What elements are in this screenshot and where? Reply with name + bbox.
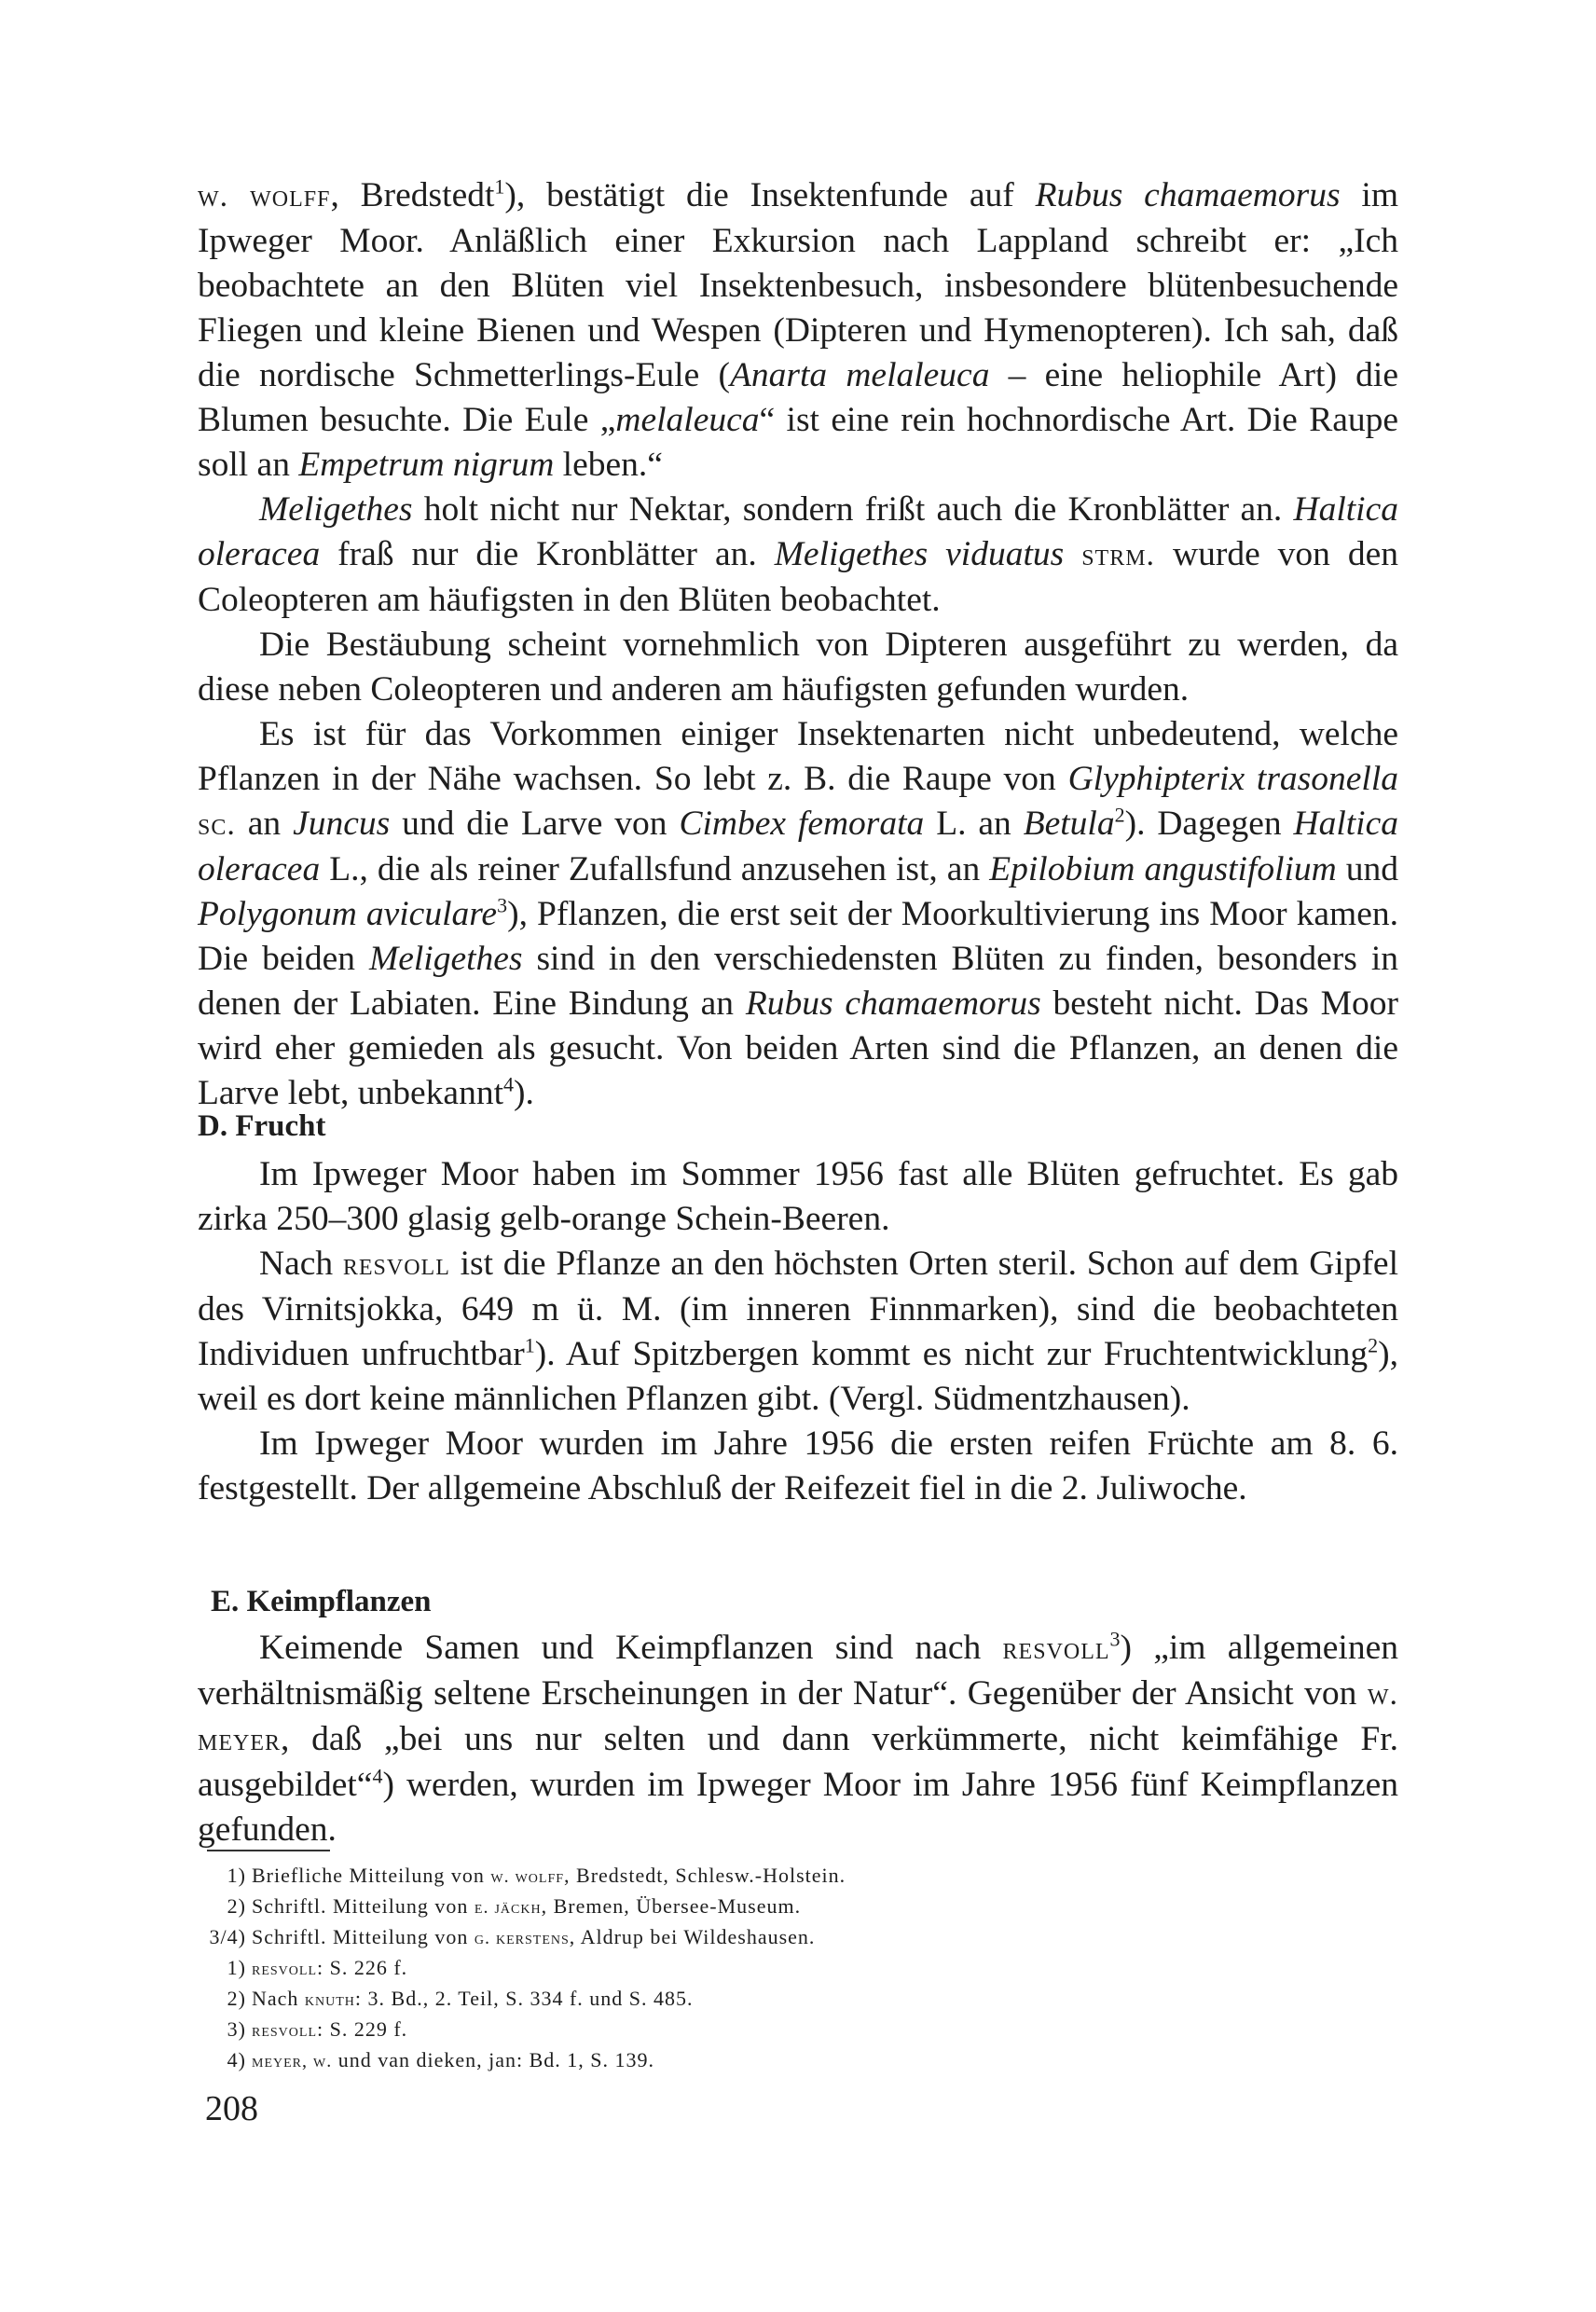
paragraph: Im Ipweger Moor haben im Sommer 1956 fast alle Blüten gefruchtet. Es gab zirka 250–300 glasig gelb-orange Schein-Beeren.	[198, 1155, 1398, 1238]
paragraph: Es ist für das Vorkommen einiger Insektenarten nicht unbedeutend, welche Pflanzen in der Nähe wachsen. So lebt z. B. die Raupe von Glyphipterix trasonella sc. an Juncus und die Larve von Cimbex femorata L. an Betula$^2$). Dagegen Haltica oleracea L., die als reiner Zufallsfund anzusehen ist, an Epilobium angustifolium und Polygonum aviculare$^3$), Pflanzen, die erst seit der Moorkultivierung ins Moor kamen. Die beiden Meligethes sind in den verschiedensten Blüten zu finden, besonders in denen der Labiaten. Eine Bindung an Rubus chamaemorus besteht nicht. Das Moor wird eher gemieden als gesucht. Von beiden Arten sind die Pflanzen, an denen die Larve lebt, unbekannt$^4$).	[198, 715, 1399, 1112]
paragraph: Im Ipweger Moor wurden im Jahre 1956 die ersten reifen Früchte am 8. 6. festgestellt. Der allgemeine Abschluß der Reifezeit fiel in die 2. Juliwoche.	[198, 1424, 1398, 1507]
footnote: 3) resvoll: S. 229 f.	[227, 2017, 408, 2041]
page-number: 208	[205, 2089, 258, 2128]
footnote: 2) Schriftl. Mitteilung von e. jäckh, Bremen, Übersee-Museum.	[227, 1894, 802, 1918]
section-frucht-text	[198, 1152, 1398, 1511]
footnote-rule	[207, 1850, 330, 1851]
paragraph: Nach resvoll ist die Pflanze an den höchsten Orten steril. Schon auf dem Gipfel des Virnitsjokka, 649 m ü. M. (im inneren Finnmarken), sind die beobachteten Individuen unfruchtbar$^1$). Auf Spitzbergen kommt es nicht zur Fruchtentwicklung$^2$), weil es dort keine männlichen Pflanzen gibt. (Vergl. Südmentzhausen).	[198, 1245, 1398, 1418]
intro-text	[198, 173, 1398, 1116]
footnote: 4) meyer, w. und van dieken, jan: Bd. 1, S. 139.	[227, 2048, 655, 2071]
paragraph: Keimende Samen und Keimpflanzen sind nach resvoll$^3$) „im allgemeinen verhältnismäßig seltene Erscheinungen in der Natur“. Gegenüber der Ansicht von w. meyer, daß „bei uns nur selten und dann verkümmerte, nicht keimfähige Fr. ausgebildet“$^4$) werden, wurden im Ipweger Moor im Jahre 1956 fünf Keimpflanzen gefunden.	[198, 1627, 1398, 1849]
footnote: 2) Nach knuth: 3. Bd., 2. Teil, S. 334 f. und S. 485.	[227, 1987, 694, 2010]
paragraph: Die Bestäubung scheint vornehmlich von Dipteren ausgeführt zu werden, da diese neben Coleopteren und anderen am häufigsten gefunden wurden.	[198, 626, 1398, 709]
footnotes	[207, 1861, 1326, 2076]
paragraph: w. wolff, Bredstedt$^1$), bestätigt die Insektenfunde auf Rubus chamaemorus im Ipweger Moor. Anläßlich einer Exkursion nach Lappland schreibt er: „Ich beobachtete an den Blüten viel Insektenbesuch, insbesondere blütenbesuchende Fliegen und kleine Bienen und Wespen (Dipteren und Hymenopteren). Ich sah, daß die nordische Schmetterlings-Eule (Anarta melaleuca – eine heliophile Art) die Blumen besuchte. Die Eule „melaleuca“ ist eine rein hochnordische Art. Die Raupe soll an Empetrum nigrum leben.“	[198, 174, 1398, 484]
paragraph: Meligethes holt nicht nur Nektar, sondern frißt auch die Kronblätter an. Haltica oleracea fraß nur die Kronblätter an. Meligethes viduatus strm. wurde von den Coleopteren am häufigsten in den Blüten beobachtet.	[198, 490, 1398, 619]
footnote: 1) resvoll: S. 226 f.	[227, 1956, 408, 1979]
section-heading-keimpflanzen: E. Keimpflanzen	[211, 1585, 432, 1618]
footnote: 3/4) Schriftl. Mitteilung von g. kerstens, Aldrup bei Wildeshausen.	[209, 1925, 816, 1948]
section-keimpflanzen-text	[198, 1626, 1398, 1852]
footnote: 1) Briefliche Mitteilung von w. wolff, Bredstedt, Schlesw.-Holstein.	[227, 1864, 846, 1887]
section-heading-frucht: D. Frucht	[198, 1109, 326, 1143]
